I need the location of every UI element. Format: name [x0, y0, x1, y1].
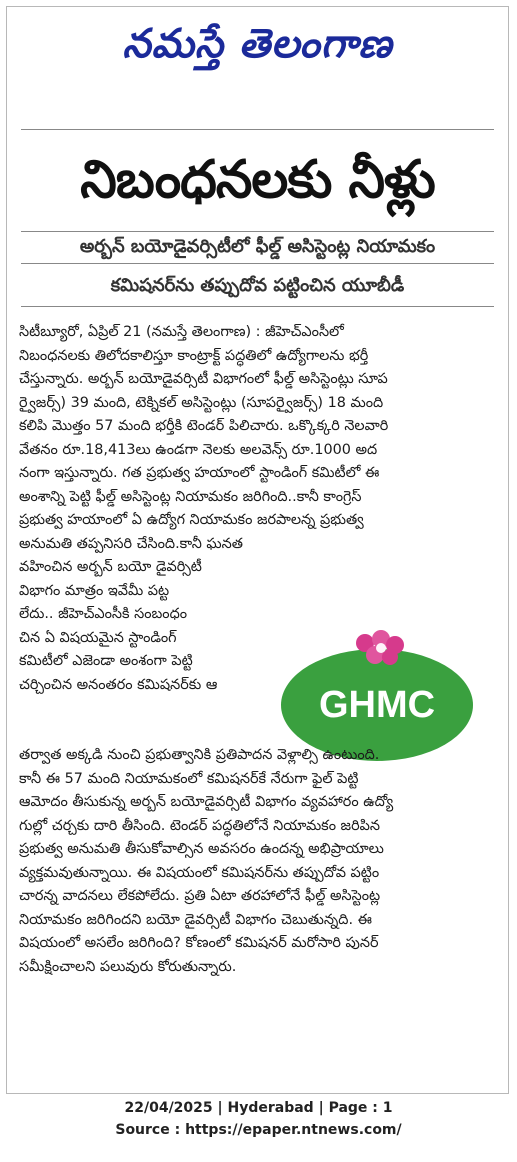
newspaper-clipping: [6, 6, 509, 1094]
masthead: [7, 13, 508, 75]
article-line: చర్చించిన అనంతరం కమిషనర్‌కు ఆ: [19, 676, 218, 693]
article-line: నంగా ఇస్తున్నారు. గత ప్రభుత్వ హయాంలో స్టాండింగ్ కమిటీలో ఈ: [19, 465, 380, 481]
footer-source: Source : https://epaper.ntnews.com/: [115, 1122, 402, 1138]
masthead-title: నమస్తే తెలంగాణ: [122, 20, 393, 67]
article-line: చారన్న వాదనలు లేకపోలేదు. ప్రతి ఏటా తరహాలోనే ఫీల్డ్ అసిస్టెంట్ల: [19, 888, 381, 904]
article-subhead: కమిషనర్‌ను తప్పుదోవ పట్టించిన యూబీడీ: [110, 275, 405, 296]
article-line: నియామకం జరిగిందని బయో డైవర్సిటీ విభాగం చెబుతున్నది. ఈ: [19, 911, 372, 928]
divider: [21, 129, 494, 130]
article-body-top: [19, 321, 497, 556]
article-line: తర్వాత అక్కడి నుంచి ప్రభుత్వానికి ప్రతిపాదన వెళ్లాల్సి ఉంటుంది.: [19, 747, 380, 763]
article-line: అనుమతి తప్పనిసరి చేసింది.కానీ ఘనత: [19, 535, 243, 552]
divider: [21, 231, 494, 232]
divider: [21, 263, 494, 264]
article-line: వహించిన అర్బన్ బయో డైవర్సిటీ: [19, 559, 202, 575]
article-line: కమిటీలో ఎజెండా అంశంగా పెట్టి: [19, 653, 193, 669]
article-line: అంశాన్ని పెట్టి ఫీల్డ్ అసిస్టెంట్ల నియామకం జరిగింది..కానీ కాంగ్రెస్: [19, 488, 362, 505]
article-line: వేతనం రూ.18,413లు ఉండగా నెలకు అలవెన్స్ రూ.1000 అద: [19, 441, 378, 458]
divider: [21, 306, 494, 307]
article-line: వ్యక్తమవుతున్నాయి. ఈ విషయంలో కమిషనర్‌ను తప్పుదోవ పట్టిం: [19, 864, 380, 881]
article-line: ర్వైజర్స్) 39 మంది, టెక్నికల్ అసిస్టెంట్లు (సూపర్వైజర్స్) 18 మంది: [19, 394, 384, 411]
article-line: గుల్లో చర్చకు దారి తీసింది. టెండర్ పద్ధతిలోనే నియామకం జరిపిన: [19, 817, 380, 834]
article-line: చిన ఏ విషయమైన స్టాండింగ్: [19, 629, 177, 646]
article-line: లేదు.. జీహెచ్ఎంసీకి సంబంధం: [19, 606, 188, 622]
article-body-bottom: [19, 744, 497, 979]
article-line: సిటీబ్యూరో, ఏప్రిల్ 21 (నమస్తే తెలంగాణ) : జీహెచ్ఎంసీలో: [19, 324, 344, 340]
article-subhead: అర్బన్ బయోడైవర్సిటీలో ఫీల్డ్ అసిస్టెంట్ల నియామకం: [79, 236, 436, 257]
footer-dateline: 22/04/2025 | Hyderabad | Page : 1: [124, 1100, 393, 1116]
article-body-wrap: [19, 556, 271, 697]
ghmc-logo: [277, 615, 477, 765]
article-line: నిబంధనలకు తిలోదకాలిస్తూ కాంట్రాక్ట్ పద్ధతిలో ఉద్యోగాలను భర్తీ: [19, 347, 369, 364]
article-line: ప్రభుత్వ హయాంలో ఏ ఉద్యోగ నియామకం జరపాలన్న ప్రభుత్వ: [19, 512, 364, 528]
article-line: విభాగం మాత్రం ఇవేమీ పట్ట: [19, 582, 170, 599]
article-headline: నిబంధనలకు నీళ్లు: [80, 150, 435, 210]
article-line: కానీ ఈ 57 మంది నియామకంలో కమిషనర్‌కే నేరుగా ఫైల్ పెట్టి: [19, 770, 359, 787]
logo-text: GHMC: [318, 684, 436, 726]
article-line: సమీక్షించాలని పలువురు కోరుతున్నారు.: [19, 958, 237, 975]
article-line: కలిపి మొత్తం 57 మంది భర్తీకి టెండర్ పిలిచారు. ఒక్కొక్కరి నెలవారి: [19, 418, 389, 434]
article-line: విషయంలో అసలేం జరిగింది? కోణంలో కమిషనర్ మరోసారి పునర్: [19, 935, 379, 951]
article-line: ఆమోదం తీసుకున్న అర్బన్ బయోడైవర్సిటీ విభాగం వ్యవహారం ఉద్యో: [19, 794, 394, 810]
article-line: చేస్తున్నారు. అర్బన్ బయోడైవర్సిటీ విభాగంలో ఫీల్డ్ అసిస్టెంట్లు సూప: [19, 371, 388, 387]
article-line: ప్రభుత్వ అనుమతి తీసుకోవాల్సిన అవసరం ఉందన్న అభిప్రాయాలు: [19, 841, 384, 857]
ghmc-logo-graphic: [277, 615, 477, 765]
